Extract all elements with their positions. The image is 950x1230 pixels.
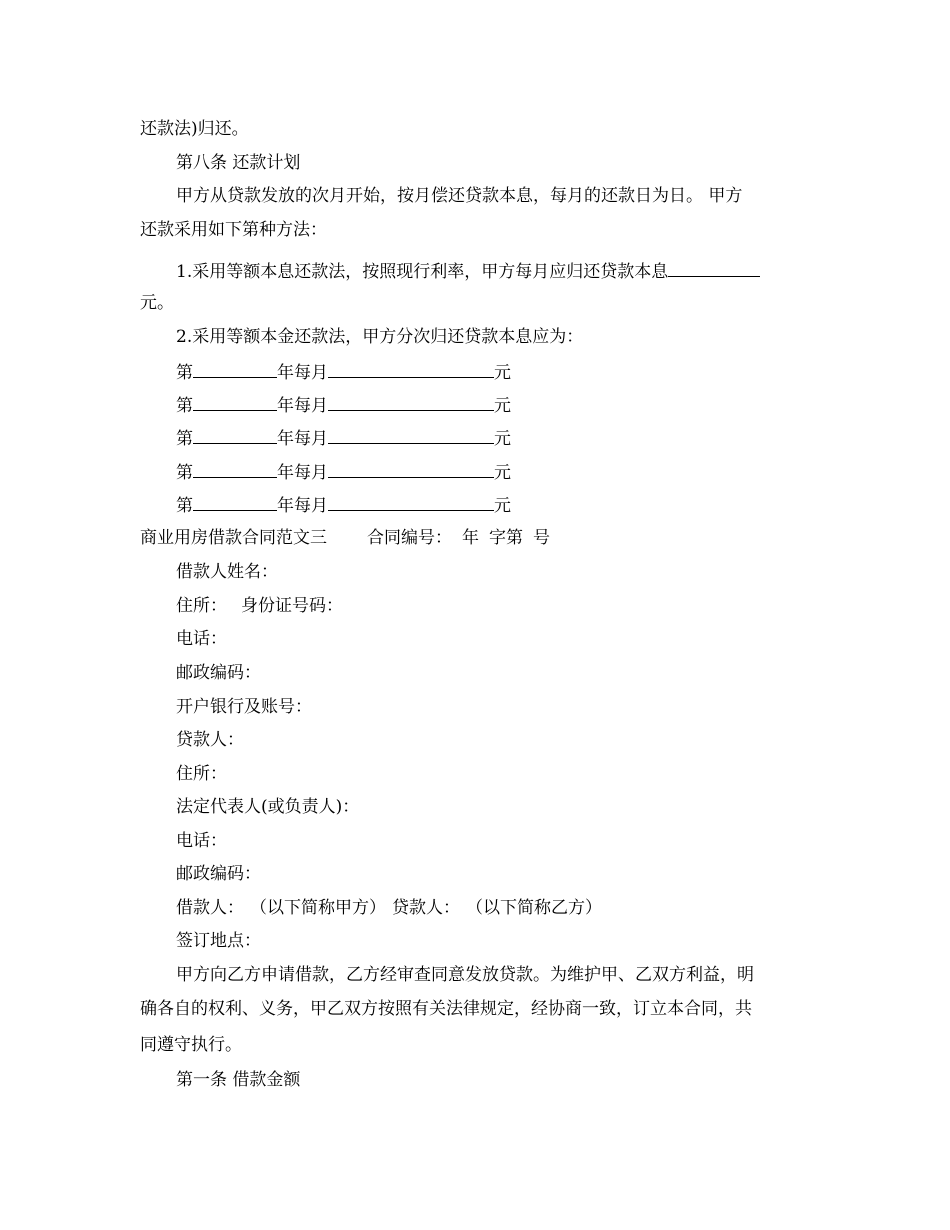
text-span: 年每月 xyxy=(277,363,328,383)
contract-number-label: 合同编号： xyxy=(367,528,452,548)
text-span: 第 xyxy=(176,496,193,516)
text-line: 邮政编码： xyxy=(176,864,261,884)
text-span: 号 xyxy=(533,528,550,548)
text-span: 元 xyxy=(494,429,511,449)
schedule-row xyxy=(176,429,511,448)
text-span: 字第 xyxy=(489,528,523,548)
text-span: （以下简称乙方） xyxy=(466,898,602,918)
blank-line xyxy=(328,429,494,444)
blank-line xyxy=(193,463,277,478)
text-span: 第 xyxy=(176,396,193,416)
blank-line xyxy=(328,496,494,511)
text-span: 1.采用等额本息还款法，按照现行利率，甲方每月应归还贷款本息 xyxy=(176,262,669,282)
schedule-row xyxy=(176,363,511,382)
text-line: 邮政编码： xyxy=(176,663,261,683)
text-span: 元 xyxy=(494,396,511,416)
text-span: 年 xyxy=(462,528,479,548)
text-line: 住所： xyxy=(176,764,227,784)
text-line xyxy=(176,900,602,917)
blank-line xyxy=(328,396,494,411)
text-line: 贷款人： xyxy=(176,730,244,750)
text-span: 年每月 xyxy=(277,396,328,416)
text-span: 年每月 xyxy=(277,496,328,516)
text-line: 确各自的权利、义务，甲乙双方按照有关法律规定，经协商一致，订立本合同，共 xyxy=(140,999,752,1019)
text-line: 签订地点： xyxy=(176,931,261,951)
schedule-row xyxy=(176,396,511,415)
text-line: 元。 xyxy=(140,293,174,313)
text-line: 甲方向乙方申请借款，乙方经审查同意发放贷款。为维护甲、乙双方利益，明 xyxy=(176,965,754,985)
text-span: （以下简称甲方） xyxy=(250,898,386,918)
blank-line xyxy=(328,363,494,378)
text-span: 第 xyxy=(176,429,193,449)
section-heading: 第八条 还款计划 xyxy=(176,153,301,173)
text-line: 还款采用如下第种方法： xyxy=(140,220,327,240)
text-line: 开户银行及账号： xyxy=(176,697,312,717)
blank-line xyxy=(193,396,277,411)
text-span: 住所： xyxy=(176,596,227,616)
text-span: 贷款人： xyxy=(392,898,460,918)
text-line: 甲方从贷款发放的次月开始，按月偿还贷款本息，每月的还款日为日。 甲方 xyxy=(176,186,743,206)
blank-line xyxy=(193,496,277,511)
contract-title-line xyxy=(140,530,550,547)
blank-line xyxy=(193,429,277,444)
contract-title: 商业用房借款合同范文三 xyxy=(140,528,327,548)
text-line: 法定代表人(或负责人)： xyxy=(176,797,360,817)
text-span: 元 xyxy=(494,496,511,516)
text-line xyxy=(176,598,343,615)
schedule-row xyxy=(176,463,511,482)
text-span: 年每月 xyxy=(277,463,328,483)
schedule-row xyxy=(176,496,511,515)
text-span: 第 xyxy=(176,363,193,383)
text-line: 电话： xyxy=(176,831,227,851)
text-line xyxy=(176,262,760,281)
section-heading: 第一条 借款金额 xyxy=(176,1070,301,1090)
text-span: 第 xyxy=(176,463,193,483)
text-line: 2.采用等额本金还款法，甲方分次归还贷款本息应为： xyxy=(176,327,584,347)
text-span: 借款人： xyxy=(176,898,244,918)
blank-line xyxy=(328,463,494,478)
text-span: 元 xyxy=(494,363,511,383)
text-line: 电话： xyxy=(176,629,227,649)
blank-line xyxy=(668,262,760,277)
text-span: 身份证号码： xyxy=(241,596,343,616)
blank-line xyxy=(193,363,277,378)
text-span: 年每月 xyxy=(277,429,328,449)
text-span: 元 xyxy=(494,463,511,483)
text-line: 同遵守执行。 xyxy=(140,1035,242,1055)
text-line: 借款人姓名： xyxy=(176,562,278,582)
text-line: 还款法)归还。 xyxy=(140,119,249,139)
